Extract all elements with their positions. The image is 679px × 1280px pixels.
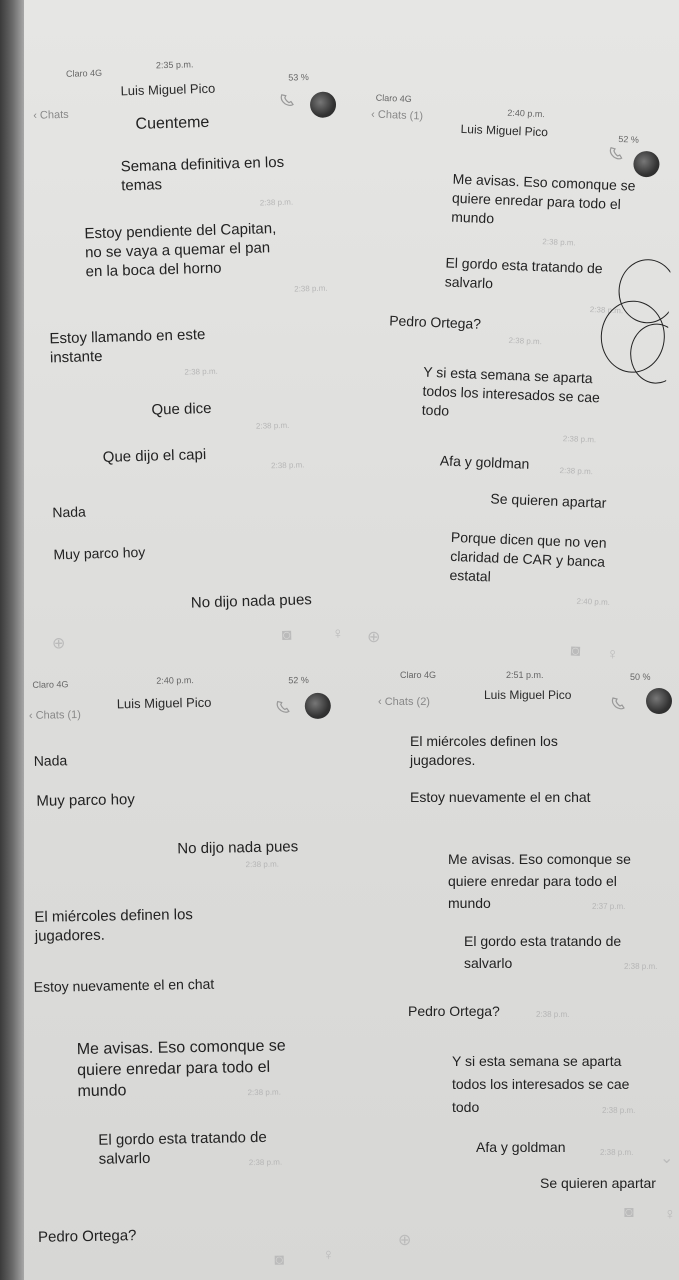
message-bubble: Estoy nuevamente el en chat bbox=[410, 789, 591, 805]
plus-icon[interactable]: ⊕ bbox=[366, 628, 381, 647]
message-bubble: Se quieren apartar bbox=[540, 1175, 656, 1191]
contact-avatar[interactable] bbox=[310, 91, 337, 118]
microphone-icon[interactable]: ♀ bbox=[322, 1246, 335, 1264]
scroll-down-button[interactable]: ⌄ bbox=[660, 1150, 674, 1167]
screenshot-panel-1 bbox=[24, 0, 378, 660]
status-carrier: Claro 4G bbox=[375, 92, 412, 105]
message-bubble: Me avisas. Eso comonque se quiere enredar para todo el mundo bbox=[450, 170, 636, 227]
message-bubble: Estoy llamando en este instante bbox=[49, 326, 206, 367]
message-bubble: Nada bbox=[33, 752, 68, 769]
message-time: 2:38 p.m. bbox=[245, 859, 280, 870]
message-time: 2:38 p.m. bbox=[589, 305, 624, 316]
message-bubble: Afa y goldman bbox=[476, 1139, 566, 1155]
message-bubble: Pedro Ortega? bbox=[37, 1227, 137, 1246]
message-bubble: El gordo esta tratando de salvarlo bbox=[464, 933, 622, 971]
phone-icon[interactable] bbox=[610, 696, 632, 710]
microphone-icon[interactable]: ♀ bbox=[664, 1206, 676, 1223]
status-time: 2:35 p.m. bbox=[155, 59, 194, 71]
microphone-icon[interactable]: ♀ bbox=[606, 645, 619, 664]
back-label: Chats (1) bbox=[377, 108, 424, 123]
screenshot-panel-4 bbox=[374, 662, 679, 1280]
message-bubble: Y si esta semana se aparta todos los interesados se cae todo bbox=[421, 363, 601, 419]
message-time: 2:38 p.m. bbox=[600, 1148, 634, 1157]
status-carrier: Claro 4G bbox=[65, 67, 103, 79]
contact-avatar[interactable] bbox=[633, 151, 660, 178]
back-label: Chats (2) bbox=[384, 696, 430, 708]
status-battery: 52 % bbox=[288, 675, 309, 686]
back-to-chats-button[interactable]: ‹ Chats bbox=[33, 108, 69, 122]
printed-page bbox=[24, 0, 679, 1280]
message-time: 2:38 p.m. bbox=[536, 1010, 570, 1019]
message-bubble: Pedro Ortega? bbox=[388, 312, 482, 332]
phone-icon[interactable] bbox=[608, 146, 631, 161]
message-time: 2:38 p.m. bbox=[562, 434, 597, 445]
contact-name: Luis Miguel Pico bbox=[460, 121, 549, 140]
status-battery: 50 % bbox=[630, 672, 651, 682]
message-bubble: No dijo nada pues bbox=[190, 591, 313, 612]
contact-avatar[interactable] bbox=[305, 693, 331, 719]
phone-icon[interactable] bbox=[275, 699, 297, 713]
status-time: 2:40 p.m. bbox=[156, 675, 194, 686]
status-carrier: Claro 4G bbox=[32, 679, 69, 690]
back-label: Chats (1) bbox=[35, 709, 82, 722]
message-time: 2:38 p.m. bbox=[624, 962, 658, 971]
back-label: Chats bbox=[39, 108, 69, 122]
message-bubble: Me avisas. Eso comonque se quiere enredar para todo el mundo bbox=[448, 851, 631, 911]
message-time: 2:40 p.m. bbox=[576, 596, 611, 608]
message-bubble: Semana definitiva en los temas bbox=[120, 153, 285, 195]
message-bubble: Muy parco hoy bbox=[53, 543, 146, 563]
camera-icon[interactable]: ◙ bbox=[281, 626, 292, 645]
camera-icon[interactable]: ◙ bbox=[570, 642, 581, 660]
back-to-chats-button[interactable]: ‹ Chats (1) bbox=[370, 108, 424, 123]
message-bubble: Me avisas. Eso comonque se quiere enredar para todo el mundo bbox=[76, 1037, 286, 1101]
message-time: 2:38 p.m. bbox=[247, 1087, 281, 1098]
plus-icon[interactable]: ⊕ bbox=[398, 1232, 412, 1249]
screenshot-panel-2 bbox=[336, 40, 679, 672]
plus-icon[interactable]: ⊕ bbox=[51, 635, 66, 653]
message-time: 2:38 p.m. bbox=[248, 1157, 283, 1168]
message-time: 2:38 p.m. bbox=[259, 197, 294, 208]
contact-avatar[interactable] bbox=[646, 688, 672, 714]
contact-name: Luis Miguel Pico bbox=[116, 694, 212, 712]
message-bubble: Y si esta semana se aparta todos los interesados se cae todo bbox=[452, 1053, 630, 1115]
message-bubble: Porque dicen que no ven claridad de CAR y banca estatal bbox=[449, 528, 607, 585]
contact-name: Luis Miguel Pico bbox=[484, 688, 572, 702]
message-time: 2:38 p.m. bbox=[559, 465, 594, 477]
screenshot-panel-3 bbox=[24, 656, 385, 1280]
status-time: 2:40 p.m. bbox=[507, 107, 546, 120]
message-time: 2:37 p.m. bbox=[592, 902, 626, 911]
message-bubble: El miércoles definen los jugadores. bbox=[410, 733, 558, 768]
message-bubble: Estoy pendiente del Capitan, no se vaya a quemar el pan en la boca del horno bbox=[84, 220, 277, 281]
back-to-chats-button[interactable]: ‹ Chats (2) bbox=[378, 696, 430, 708]
message-time: 2:38 p.m. bbox=[184, 366, 218, 377]
message-time: 2:38 p.m. bbox=[508, 335, 543, 347]
message-bubble: El gordo esta tratando de salvarlo bbox=[98, 1128, 267, 1168]
message-bubble: El miércoles definen los jugadores. bbox=[34, 906, 194, 945]
message-bubble: El gordo esta tratando de salvarlo bbox=[444, 254, 603, 292]
message-time: 2:38 p.m. bbox=[255, 420, 290, 431]
message-time: 2:38 p.m. bbox=[542, 237, 576, 248]
message-bubble: No dijo nada pues bbox=[177, 838, 299, 858]
camera-icon[interactable]: ◙ bbox=[274, 1251, 285, 1269]
microphone-icon[interactable]: ♀ bbox=[331, 625, 345, 643]
camera-icon[interactable]: ◙ bbox=[624, 1204, 634, 1221]
message-bubble: Afa y goldman bbox=[439, 452, 530, 472]
message-time: 2:38 p.m. bbox=[294, 283, 328, 294]
contact-name: Luis Miguel Pico bbox=[120, 80, 216, 99]
message-bubble: Estoy nuevamente el en chat bbox=[33, 975, 215, 995]
status-battery: 53 % bbox=[288, 72, 309, 83]
status-battery: 52 % bbox=[618, 133, 640, 145]
message-bubble: Cuenteme bbox=[135, 113, 210, 133]
message-bubble: Se quieren apartar bbox=[490, 490, 607, 511]
message-bubble: Muy parco hoy bbox=[36, 791, 135, 810]
status-time: 2:51 p.m. bbox=[506, 670, 544, 680]
message-bubble: Nada bbox=[52, 503, 86, 521]
message-bubble: Que dice bbox=[151, 399, 212, 419]
message-bubble: Pedro Ortega? bbox=[408, 1003, 500, 1019]
back-to-chats-button[interactable]: ‹ Chats (1) bbox=[28, 709, 82, 722]
status-carrier: Claro 4G bbox=[400, 670, 437, 680]
message-bubble: Que dijo el capi bbox=[102, 446, 207, 466]
message-time: 2:38 p.m. bbox=[270, 460, 305, 471]
message-time: 2:38 p.m. bbox=[602, 1106, 636, 1115]
phone-icon[interactable] bbox=[279, 92, 301, 107]
